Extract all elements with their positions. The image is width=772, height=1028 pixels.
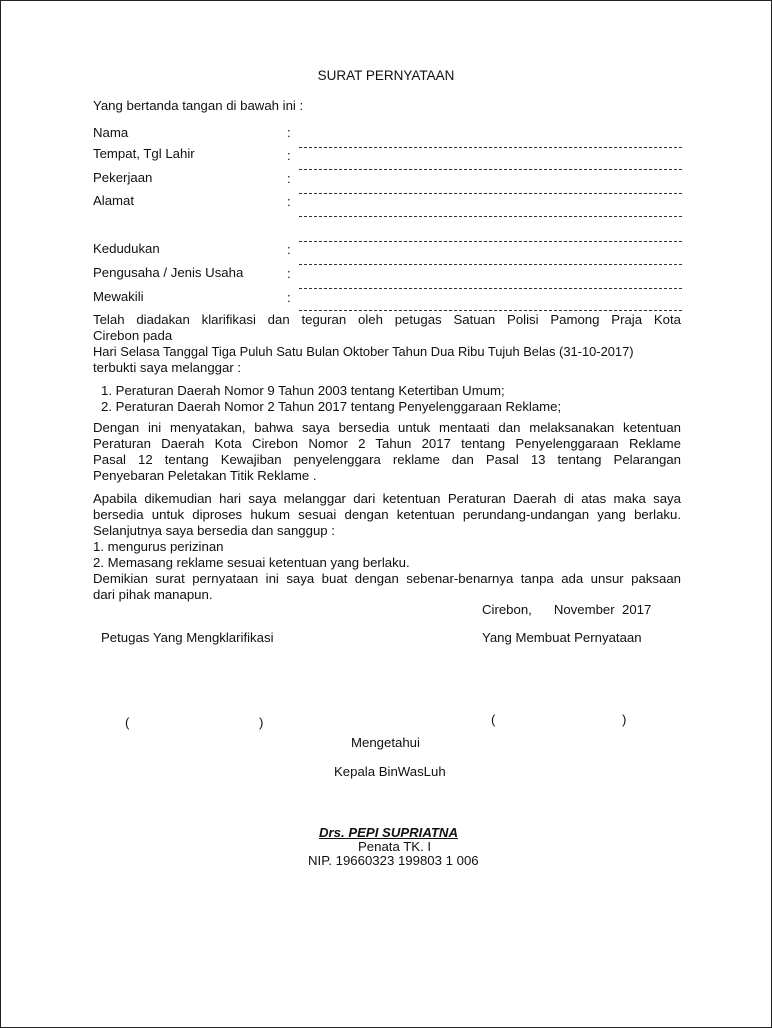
official-nip: NIP. 19660323 199803 1 006 (308, 853, 479, 868)
clarification-line-3: Hari Selasa Tanggal Tiga Puluh Satu Bulan Oktober Tahun Dua Ribu Tujuh Belas (31-10-2017) (93, 344, 634, 359)
field-label-jenis-usaha: Pengusaha / Jenis Usaha (93, 265, 244, 280)
statement-line: Pasal 12 tentang Kewajiban penyelenggara reklame dan Pasal 13 tentang Pelarangan (93, 452, 681, 467)
field-colon-tempat-tgl-lahir: : (287, 148, 291, 163)
field-colon-alamat: : (287, 194, 291, 209)
field-label-mewakili: Mewakili (93, 289, 144, 304)
field-label-pekerjaan: Pekerjaan (93, 170, 153, 185)
violation-item: 2. Peraturan Daerah Nomor 2 Tahun 2017 tentang Penyelenggaraan Reklame; (101, 399, 562, 414)
consequence-line: Apabila dikemudian hari saya melanggar dari ketentuan Peraturan Daerah di atas maka saya (93, 491, 681, 506)
consequence-line: bersedia untuk diproses hukum sesuai dengan ketentuan perundang-undangan yang berlaku. (93, 507, 681, 522)
field-label-kedudukan: Kedudukan (93, 241, 160, 256)
violation-item: 1. Peraturan Daerah Nomor 9 Tahun 2003 tentang Ketertiban Umum; (101, 383, 505, 398)
official-name: Drs. PEPI SUPRIATNA (319, 825, 458, 840)
fill-line (299, 169, 682, 170)
clarification-line-4: terbukti saya melanggar : (93, 360, 242, 375)
fill-line (299, 216, 682, 217)
fill-line (299, 264, 682, 265)
fill-line (299, 288, 682, 289)
acknowledge-label: Mengetahui (351, 735, 420, 750)
closing-line: dari pihak manapun. (93, 587, 213, 602)
official-rank: Penata TK. I (358, 839, 432, 854)
field-colon-nama: : (287, 125, 291, 140)
signature-paren-close: ) (622, 712, 627, 727)
acknowledge-title: Kepala BinWasLuh (334, 764, 446, 779)
commitment-item: 2. Memasang reklame sesuai ketentuan yang berlaku. (93, 555, 410, 570)
statement-line: Dengan ini menyatakan, bahwa saya bersedia untuk mentaati dan melaksanakan ketentuan (93, 420, 681, 435)
statement-line: Peraturan Daerah Kota Cirebon Nomor 2 Tahun 2017 tentang Penyelenggaraan Reklame (93, 436, 681, 451)
place-date: Cirebon, November 2017 (482, 602, 652, 617)
clarification-line-2: Cirebon pada (93, 328, 173, 343)
field-label-nama: Nama (93, 125, 129, 140)
field-label-tempat-tgl-lahir: Tempat, Tgl Lahir (93, 146, 195, 161)
signatory-right-title: Yang Membuat Pernyataan (482, 630, 642, 645)
fill-line (299, 147, 682, 148)
field-label-alamat: Alamat (93, 193, 135, 208)
signature-paren-open: ( (125, 715, 130, 730)
field-colon-mewakili: : (287, 290, 291, 305)
clarification-line-1: Telah diadakan klarifikasi dan teguran oleh petugas Satuan Polisi Pamong Praja Kota (93, 312, 681, 327)
field-colon-pekerjaan: : (287, 171, 291, 186)
document-title: SURAT PERNYATAAN (317, 68, 455, 83)
statement-line: Penyebaran Peletakan Titik Reklame . (93, 468, 317, 483)
intro-text: Yang bertanda tangan di bawah ini : (93, 98, 304, 113)
consequence-line: Selanjutnya saya bersedia dan sanggup : (93, 523, 335, 538)
field-colon-kedudukan: : (287, 242, 291, 257)
fill-line (299, 241, 682, 242)
closing-line: Demikian surat pernyataan ini saya buat dengan sebenar-benarnya tanpa ada unsur paksaan (93, 571, 681, 586)
fill-line (299, 310, 682, 311)
commitment-item: 1. mengurus perizinan (93, 539, 224, 554)
signature-paren-close: ) (259, 715, 264, 730)
signature-paren-open: ( (491, 712, 496, 727)
fill-line (299, 193, 682, 194)
field-colon-jenis-usaha: : (287, 266, 291, 281)
signatory-left-title: Petugas Yang Mengklarifikasi (101, 630, 274, 645)
